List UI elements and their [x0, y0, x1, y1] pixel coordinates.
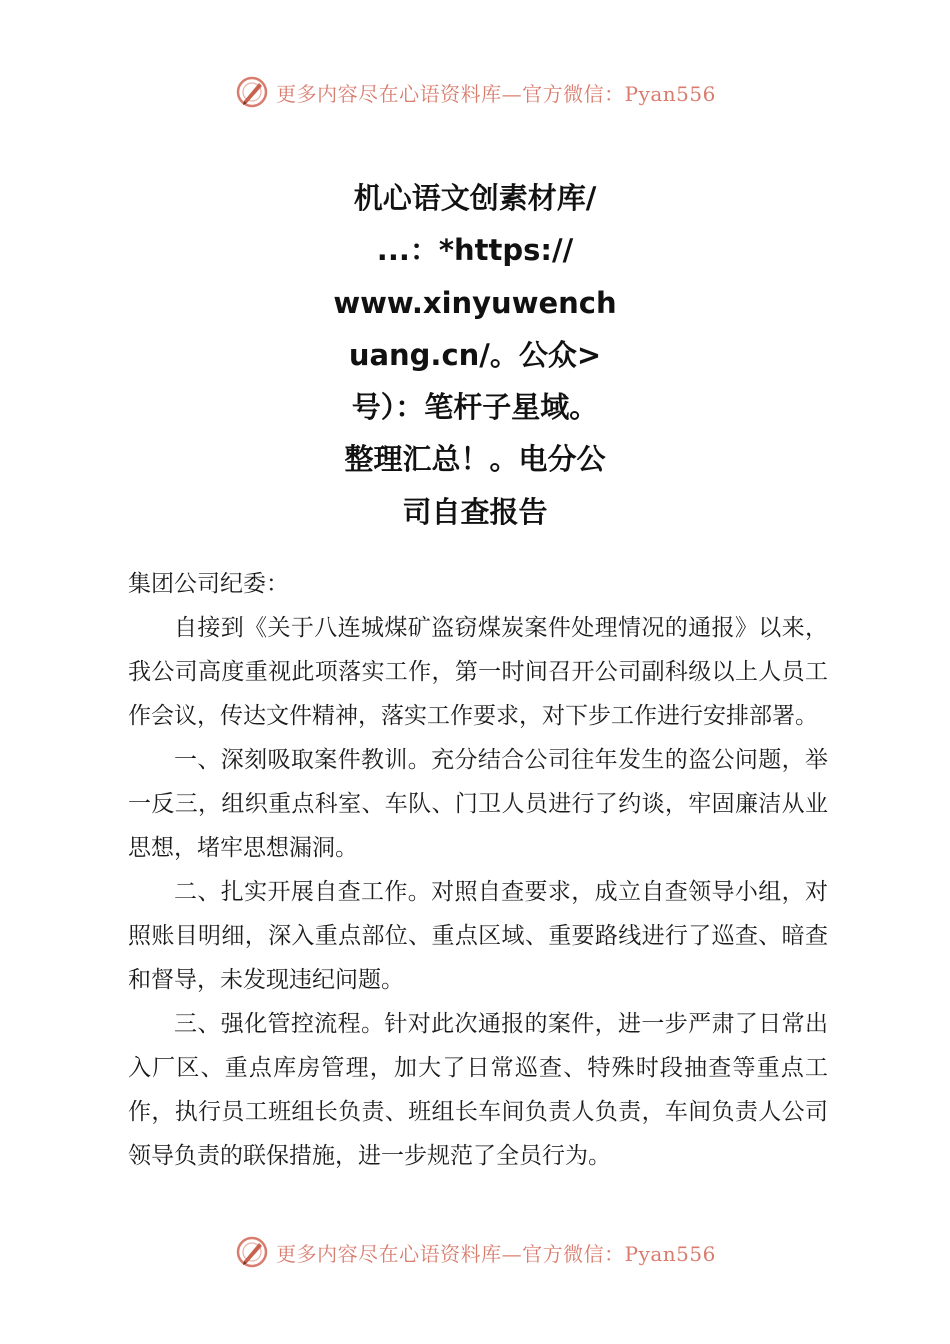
title-line: www.xinyuwench — [333, 285, 617, 320]
circle-pen-logo-icon — [234, 74, 270, 110]
document-title — [0, 172, 950, 538]
title-line: uang.cn/。公众> — [348, 337, 602, 372]
body-paragraph: 自接到《关于八连城煤矿盗窃煤炭案件处理情况的通报》以来，我公司高度重视此项落实工作，第一时间召开公司副科级以上人员工作会议，传达文件精神，落实工作要求，对下步工作进行安排部署。 — [128, 615, 828, 729]
title-line: 机心语文创素材库/ — [353, 181, 597, 215]
body-paragraph: 三、强化管控流程。针对此次通报的案件，进一步严肃了日常出入厂区、重点库房管理，加大了日常巡查、特殊时段抽查等重点工作，执行员工班组长负责、班组长车间负责人负责，车间负责人公司领导负责的联保措施，进一步规范了全员行为。 — [128, 1011, 828, 1169]
title-line: ...：*https:// — [376, 233, 574, 268]
title-line: 整理汇总！。电分公 — [344, 442, 606, 477]
body-paragraph: 一、深刻吸取案件教训。充分结合公司往年发生的盗公问题，举一反三，组织重点科室、车队、门卫人员进行了约谈，牢固廉洁从业思想，堵牢思想漏洞。 — [128, 747, 828, 861]
circle-pen-logo-icon — [234, 1234, 270, 1270]
header-banner — [0, 70, 950, 114]
title-line: 司自查报告 — [402, 494, 548, 529]
header-banner-text: 更多内容尽在心语资料库—官方微信：Pyan556 — [276, 81, 716, 106]
footer-banner — [0, 1230, 950, 1274]
document-body — [128, 562, 828, 1178]
body-paragraph: 二、扎实开展自查工作。对照自查要求，成立自查领导小组，对照账目明细，深入重点部位、重点区域、重要路线进行了巡查、暗查和督导，未发现违纪问题。 — [128, 879, 828, 993]
title-line: 号）：笔杆子星域。 — [351, 390, 599, 425]
salutation: 集团公司纪委： — [128, 571, 289, 597]
footer-banner-text: 更多内容尽在心语资料库—官方微信：Pyan556 — [276, 1241, 716, 1266]
